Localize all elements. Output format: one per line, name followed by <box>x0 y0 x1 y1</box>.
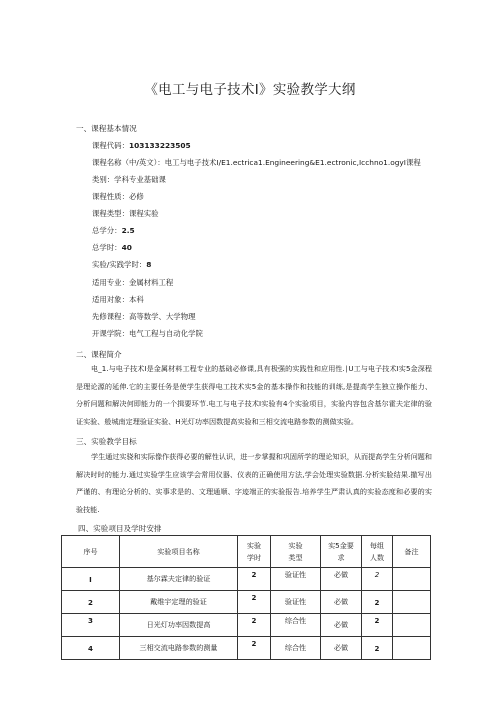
cell-group-size: 2 <box>362 637 393 660</box>
header-number: 序号 <box>62 536 120 568</box>
cell-project-name: 基尔霖夫定律的验证 <box>120 568 238 591</box>
cell-requirement: 必做 <box>321 614 362 637</box>
lab-hours: 实验/实践学时：8 <box>92 260 152 269</box>
section-4-heading: 四、实验项目及学时安排 <box>78 524 162 533</box>
cell-type: 综合性 <box>271 614 321 637</box>
course-intro-paragraph: 电_1.与电子技术I是金属材料工程专业的基础必修课,具有极强的实践性和应用性.∣U工与电子技术I实5金深程是理论源的延伸.它的主要任务是使学生获得电工技术实5金的基本操作和技能的训练,是提高学生独立操作能力、分析问题和解决何即能力的一个揖要环节.电工与电子技术I实验有4个实验项目，实验内容包含基尔霍夫定律的验证实验、般城南定理验证实验、H光灯功率因数提高实验和三相交流电路参数的测做实验。 <box>76 364 432 426</box>
course-code: 课程代码：103133223505 <box>92 141 191 150</box>
header-requirement: 实5金要 求 <box>321 536 362 568</box>
cell-group-size: 2 <box>362 614 393 637</box>
applicable-major: 适用专业：金属材料工程 <box>92 278 174 287</box>
section-1-heading: 一、课程基本情况 <box>76 124 137 133</box>
cell-number: 2 <box>62 591 120 614</box>
applicable-students: 适用对象：本科 <box>92 295 144 304</box>
table-row <box>62 591 431 614</box>
teaching-goals-paragraph: 学生通过实骁和实际像作获得必要的解性认识，进一步掌握和巩固所学的理论知识，从而提高学生分析问题和解决时时的能力.通过实验学生应该学会常用仪器、仪表的正确使用方法,学会处理实验数据.分析实脸结果.撤写出严谨的、有理论分析的、实事求是的、文理通顺、字迹端正的实验报告.培养学生严肃认真的实验态度和必要的实验技能. <box>76 452 432 514</box>
cell-hours: 2 <box>238 614 271 637</box>
course-type: 课程类型：课程实验 <box>92 209 159 218</box>
experiment-table <box>61 535 431 660</box>
cell-remarks <box>393 637 431 660</box>
cell-number: 3 <box>62 614 120 637</box>
cell-type: 验证性 <box>271 568 321 591</box>
cell-requirement: 必做 <box>321 568 362 591</box>
header-hours: 实验 学时 <box>238 536 271 568</box>
table-header-row <box>62 536 431 568</box>
cell-remarks <box>393 591 431 614</box>
section-2-heading: 二、课程简介 <box>76 350 122 359</box>
offering-college: 开课学院：电气工程与自动化学院 <box>92 329 203 338</box>
cell-type: 验证性 <box>271 591 321 614</box>
header-type: 实验 类型 <box>271 536 321 568</box>
table-row <box>62 637 431 660</box>
section-3-heading: 三、实验教学目标 <box>76 437 137 446</box>
prerequisites: 先修课程：高等数学、大学物理 <box>92 312 196 321</box>
total-hours: 总学时：40 <box>92 243 132 252</box>
cell-hours: 2 <box>238 568 271 591</box>
table-row <box>62 614 431 637</box>
cell-project-name: 日光灯功率因数提高 <box>120 614 238 637</box>
cell-remarks <box>393 568 431 591</box>
cell-requirement: 必做 <box>321 591 362 614</box>
course-category: 类别：学科专业基础课 <box>92 175 166 184</box>
table-row <box>62 568 431 591</box>
cell-group-size: 2 <box>362 591 393 614</box>
cell-hours: 2 <box>238 591 271 614</box>
cell-number: 4 <box>62 637 120 660</box>
cell-number: I <box>62 568 120 591</box>
cell-hours: 2 <box>238 637 271 660</box>
header-remarks: 备注 <box>393 536 431 568</box>
header-project-name: 实验项目名称 <box>120 536 238 568</box>
cell-project-name: 戴维宇定理的验证 <box>120 591 238 614</box>
document-title: 《电工与电子技术I》实验教学大纲 <box>144 82 356 98</box>
cell-group-size: 2 <box>362 568 393 591</box>
cell-type: 综合性 <box>271 637 321 660</box>
course-name: 课程名称（中/英文）：电工与电子技术I/E1.ectrica1.Engineering&E1.ectronic,Icchno1.ogyI课程 <box>92 158 421 167</box>
total-credits: 总学分：2.5 <box>92 226 135 235</box>
header-group-size: 每组 人数 <box>362 536 393 568</box>
cell-project-name: 三相交流电路参数的测量 <box>120 637 238 660</box>
course-nature: 课程性质：必修 <box>92 192 144 201</box>
cell-remarks <box>393 614 431 637</box>
cell-requirement: 必做 <box>321 637 362 660</box>
